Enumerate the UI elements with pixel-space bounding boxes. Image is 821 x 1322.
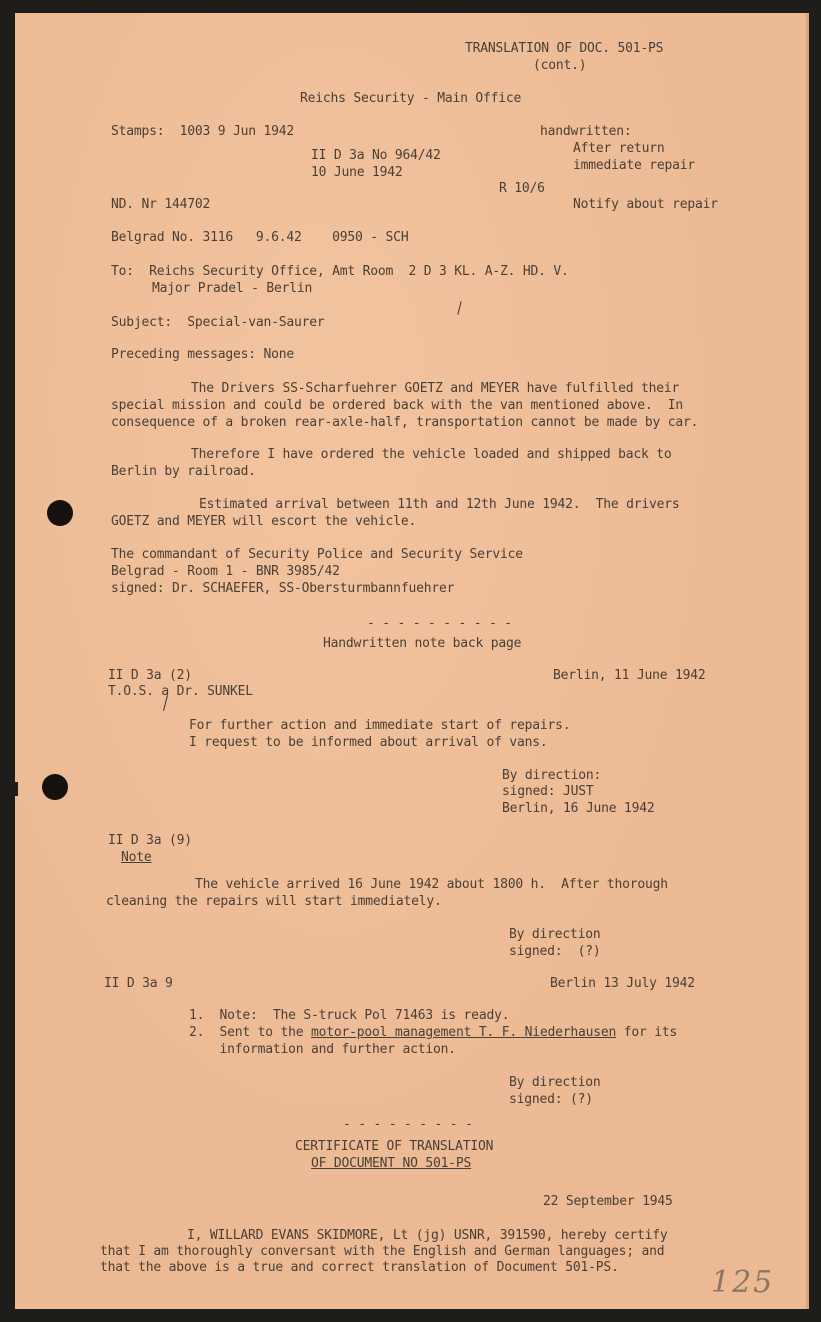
pen-mark [457,301,461,315]
certificate-line2: that I am thoroughly conversant with the English and German languages; and [100,1244,665,1259]
certificate-title2: OF DOCUMENT NO 501-PS [311,1156,472,1171]
note3-item1: 1. Note: The S-truck Pol 71463 is ready. [189,1008,510,1023]
note2-by-direction: By direction [509,927,601,942]
belgrad-line: Belgrad No. 3116 9.6.42 0950 - SCH [111,230,409,245]
notify-note: Notify about repair [573,197,718,212]
note1-signed: signed: JUST [502,784,594,799]
edge-tear [8,782,18,796]
note1-tos: T.O.S. a Dr. SUNKEL [108,684,253,699]
punch-hole-bottom [42,774,68,800]
note1-line1: For further action and immediate start of repairs. [189,718,571,733]
note2-line2: cleaning the repairs will start immediately. [106,894,442,909]
body-p2-line2: Berlin by railroad. [111,464,256,479]
note2-ref: II D 3a (9) [108,833,192,848]
divider-2: - - - - - - - - - [343,1117,473,1132]
handwritten-immediate-repair: immediate repair [573,158,696,173]
note2-label: Note [121,850,152,865]
office-title: Reichs Security - Main Office [300,91,522,106]
r-mark: R 10/6 [499,181,545,196]
file-reference: II D 3a No 964/42 [311,148,441,163]
certificate-line3: that the above is a true and correct translation of Document 501-PS. [100,1260,619,1275]
note3-item2-line2: information and further action. [189,1042,456,1057]
certificate-date: 22 September 1945 [543,1194,673,1209]
body-p1-line3: consequence of a broken rear-axle-half, transportation cannot be made by car. [111,415,699,430]
handwritten-page-number: 125 [711,1265,775,1300]
commandant-line1: The commandant of Security Police and Security Service [111,547,523,562]
note3-item2 [189,1025,677,1041]
nd-number: ND. Nr 144702 [111,197,211,212]
stamps-line: Stamps: 1003 9 Jun 1942 [111,124,295,139]
preceding-messages: Preceding messages: None [111,347,295,362]
note1-ref: II D 3a (2) [108,668,192,683]
certificate-line1: I, WILLARD EVANS SKIDMORE, Lt (jg) USNR, 391590, hereby certify [187,1228,668,1243]
file-reference-date: 10 June 1942 [311,165,403,180]
note3-item2-end: for its [616,1025,678,1040]
note1-by-direction: By direction: [502,768,602,783]
certificate-title1: CERTIFICATE OF TRANSLATION [295,1139,494,1154]
note3-item2-start: 2. Sent to the [189,1025,312,1040]
note3-date: Berlin 13 July 1942 [550,976,695,991]
handwritten-after-return: After return [573,141,665,156]
body-p2-line1: Therefore I have ordered the vehicle loaded and shipped back to [191,447,672,462]
note3-ref: II D 3a 9 [104,976,173,991]
to-line2: Major Pradel - Berlin [152,281,313,296]
note3-signed: signed: (?) [509,1092,593,1107]
note-heading: Handwritten note back page [323,636,522,651]
body-p3-line1: Estimated arrival between 11th and 12th June 1942. The drivers [199,497,680,512]
divider-1: - - - - - - - - - - [367,616,512,631]
punch-hole-top [47,500,73,526]
note3-item2-underlined: motor-pool management T. F. Niederhausen [311,1025,617,1040]
body-p3-line2: GOETZ and MEYER will escort the vehicle. [111,514,417,529]
document-page [15,13,809,1309]
note1-date2: Berlin, 16 June 1942 [502,801,655,816]
note3-by-direction: By direction [509,1075,601,1090]
doc-header-line1: TRANSLATION OF DOC. 501-PS [465,41,664,56]
body-p1-line1: The Drivers SS-Scharfuehrer GOETZ and MEYER have fulfilled their [191,381,680,396]
body-p1-line2: special mission and could be ordered back with the van mentioned above. In [111,398,683,413]
note2-signed: signed: (?) [509,944,601,959]
handwritten-label: handwritten: [540,124,632,139]
to-line1: To: Reichs Security Office, Amt Room 2 D 3 KL. A-Z. HD. V. [111,264,569,279]
note2-line1: The vehicle arrived 16 June 1942 about 1800 h. After thorough [195,877,668,892]
note1-date: Berlin, 11 June 1942 [553,668,706,683]
doc-header-line2: (cont.) [533,58,587,73]
note1-line2: I request to be informed about arrival of vans. [189,735,548,750]
commandant-line2: Belgrad - Room 1 - BNR 3985/42 [111,564,340,579]
commandant-signed: signed: Dr. SCHAEFER, SS-Obersturmbannfuehrer [111,581,455,596]
subject-line: Subject: Special-van-Saurer [111,315,325,330]
